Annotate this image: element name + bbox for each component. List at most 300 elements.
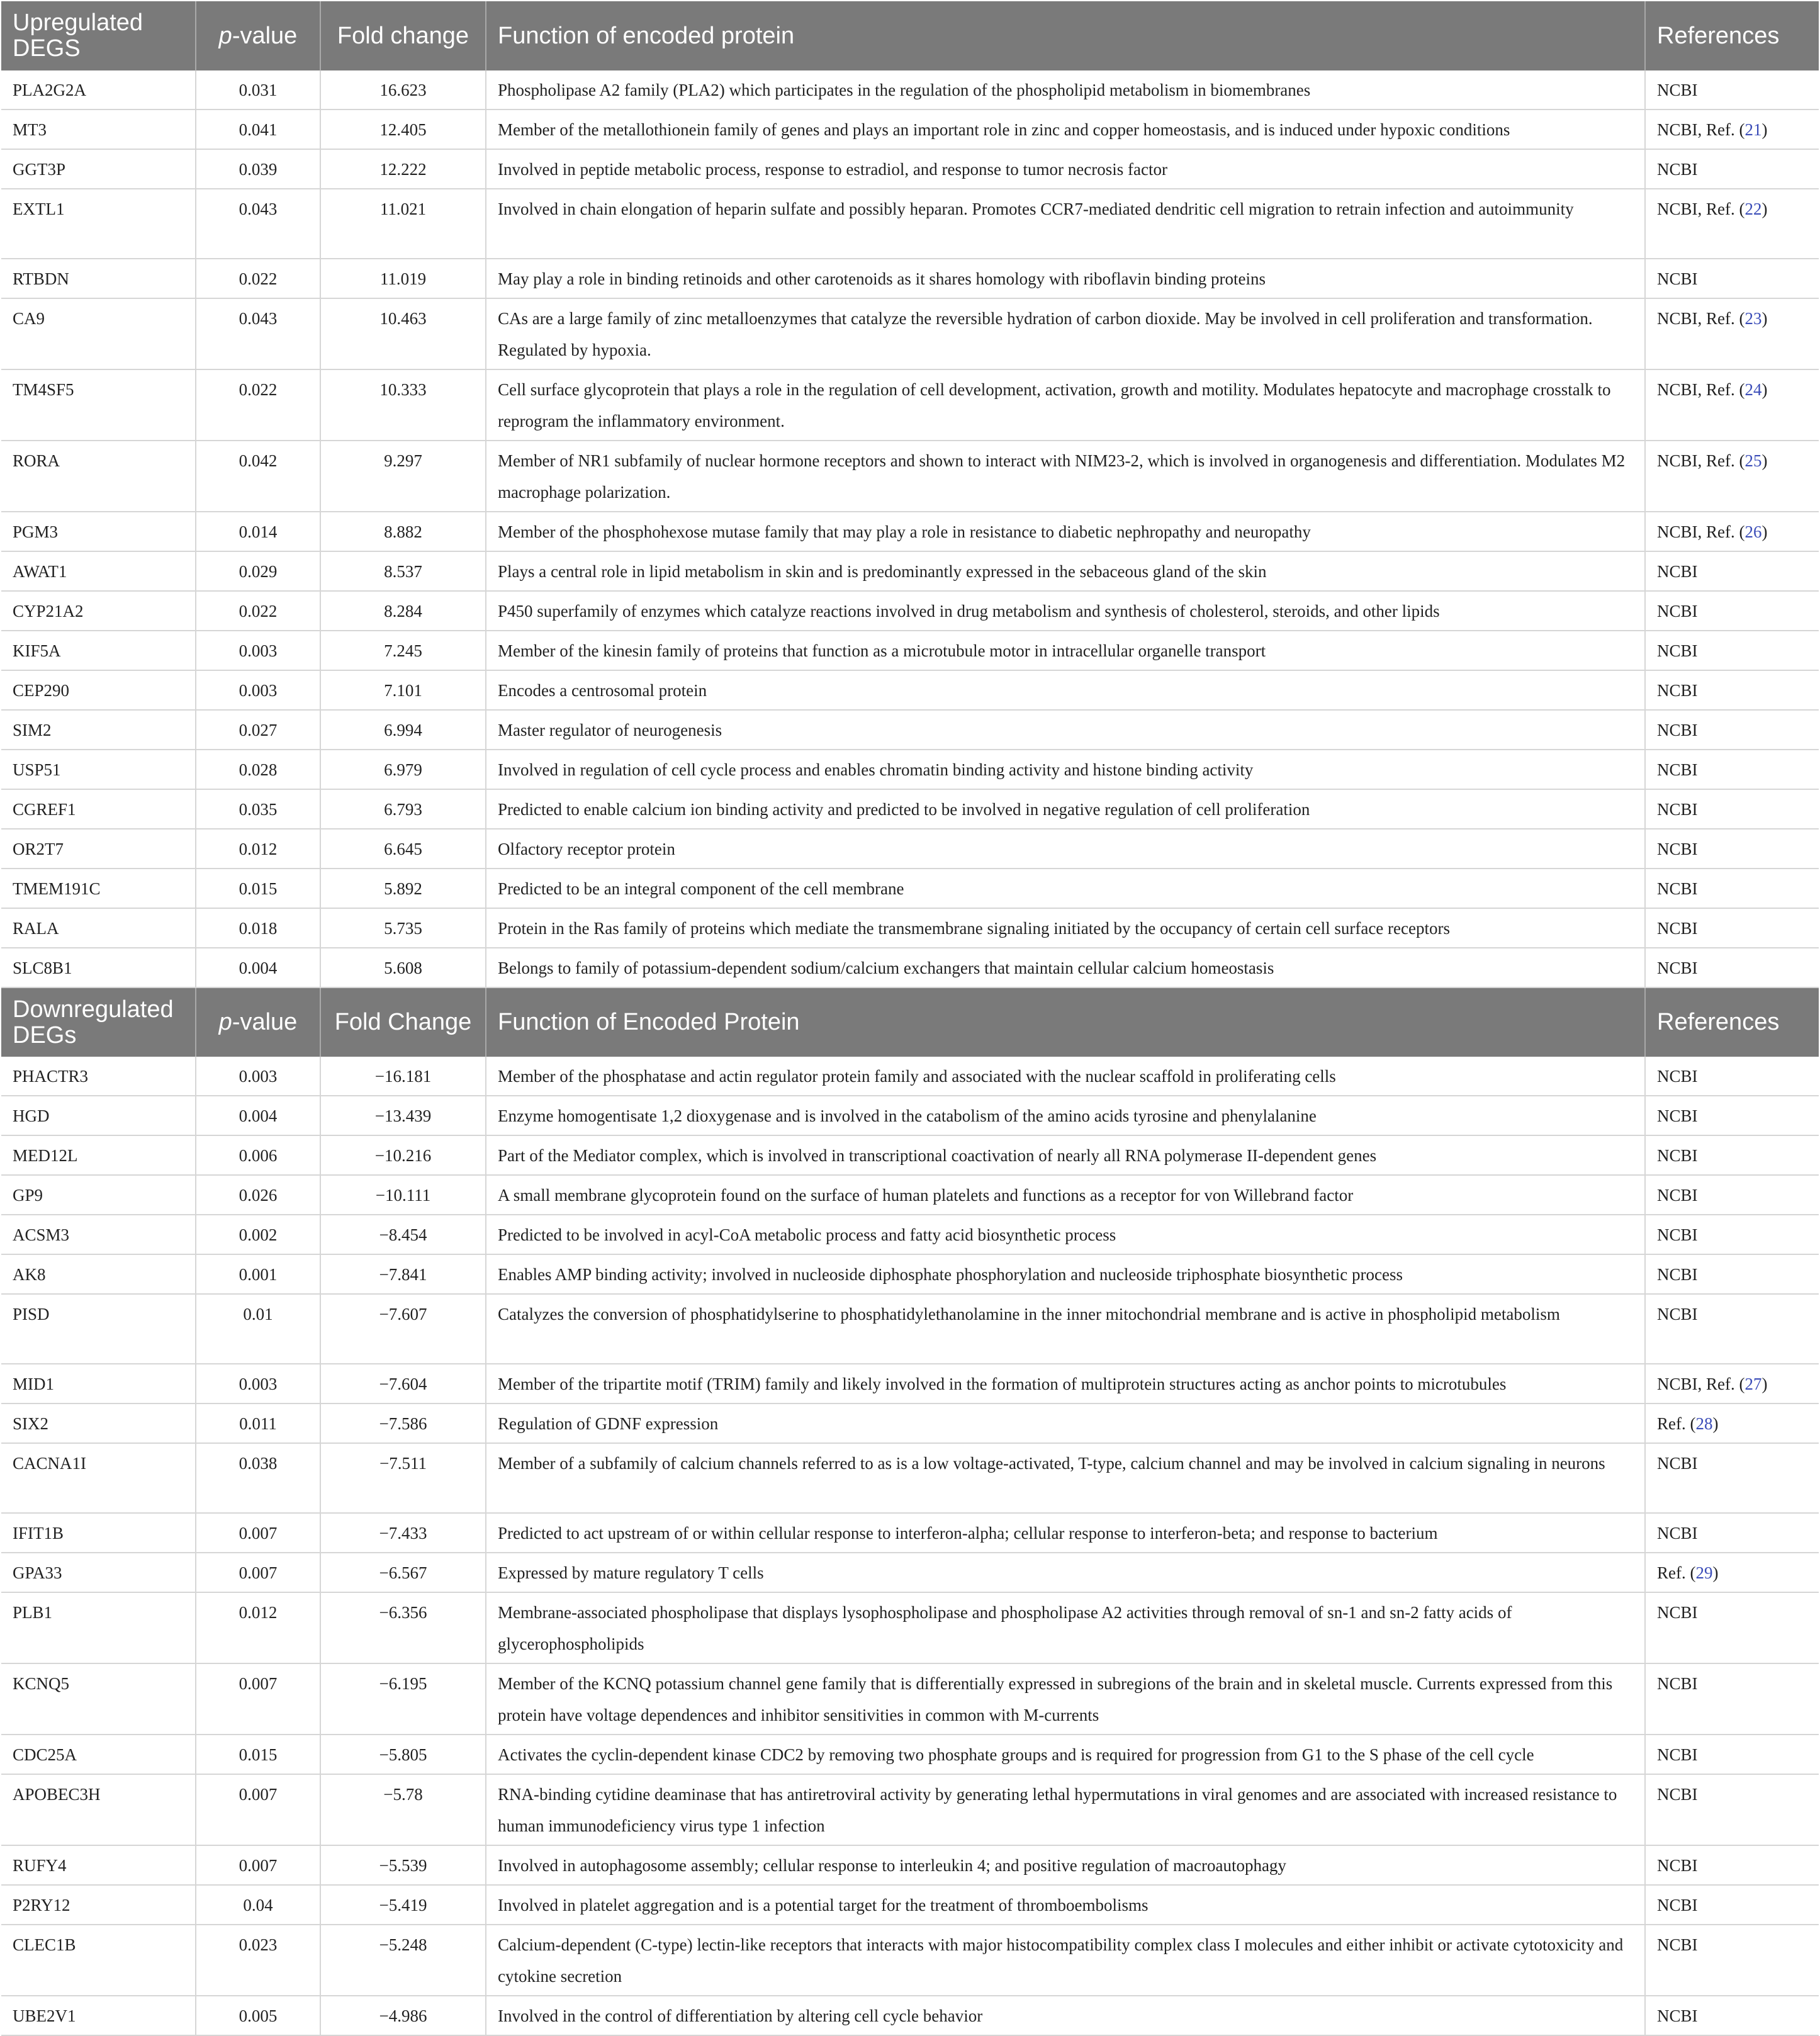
fold-change-cell: 12.222	[320, 149, 486, 189]
downregulated-table-row	[1, 1403, 1819, 1443]
reference-text: NCBI	[1657, 1146, 1698, 1165]
reference-link[interactable]: 22	[1744, 200, 1762, 218]
references-cell	[1645, 670, 1819, 710]
references-cell	[1645, 1845, 1819, 1885]
references-cell	[1645, 1996, 1819, 2035]
function-cell: Predicted to enable calcium ion binding activity and predicted to be involved in negative regulation of cell proliferation	[486, 789, 1645, 829]
references-cell	[1645, 441, 1819, 512]
gene-cell: OR2T7	[1, 829, 196, 869]
function-cell: Involved in autophagosome assembly; cellular response to interleukin 4; and positive regulation of macroautophagy	[486, 1845, 1645, 1885]
reference-text: NCBI	[1657, 641, 1698, 660]
reference-text: NCBI	[1657, 840, 1698, 858]
reference-text: NCBI	[1657, 1935, 1698, 1954]
function-cell: Cell surface glycoprotein that plays a role in the regulation of cell development, activation, growth and motility. Modulates hepatocyte and macrophage crosstalk to reprogram the inflammatory environment.	[486, 369, 1645, 441]
header-pvalue-suffix: -value	[232, 22, 298, 49]
reference-close-paren: )	[1761, 522, 1768, 541]
upregulated-table-row	[1, 908, 1819, 948]
fold-change-cell: −5.805	[320, 1735, 486, 1774]
references-cell	[1645, 1254, 1819, 1294]
downregulated-table-row	[1, 1845, 1819, 1885]
reference-link[interactable]: 29	[1695, 1563, 1713, 1582]
function-cell: Member of the KCNQ potassium channel gene family that is differentially expressed in subregions of the brain and in skeletal muscle. Currents expressed from this protein have voltage dependences and inhibitor sensitivities in common with M-currents	[486, 1663, 1645, 1735]
reference-text: NCBI	[1657, 269, 1698, 288]
pvalue-cell: 0.007	[196, 1553, 320, 1592]
function-cell: Master regulator of neurogenesis	[486, 710, 1645, 750]
function-cell: Part of the Mediator complex, which is involved in transcriptional coactivation of nearly all RNA polymerase II-dependent genes	[486, 1135, 1645, 1175]
reference-text: NCBI	[1657, 800, 1698, 819]
upregulated-table-row	[1, 750, 1819, 789]
pvalue-cell: 0.015	[196, 869, 320, 908]
gene-cell: CLEC1B	[1, 1925, 196, 1996]
reference-text: NCBI, Ref. (	[1657, 522, 1745, 541]
downregulated-table-row	[1, 1096, 1819, 1135]
reference-text: NCBI	[1657, 1896, 1698, 1915]
reference-text: NCBI	[1657, 879, 1698, 898]
gene-cell: UBE2V1	[1, 1996, 196, 2035]
gene-cell: KCNQ5	[1, 1663, 196, 1735]
gene-cell: AK8	[1, 1254, 196, 1294]
reference-text: NCBI	[1657, 1856, 1698, 1875]
reference-link[interactable]: 27	[1744, 1375, 1762, 1393]
reference-text: NCBI, Ref. (	[1657, 200, 1745, 218]
downregulated-table-row	[1, 1735, 1819, 1774]
references-cell	[1645, 1592, 1819, 1663]
header-gene: Downregulated DEGs	[1, 987, 196, 1057]
gene-cell: SIM2	[1, 710, 196, 750]
gene-cell: GGT3P	[1, 149, 196, 189]
function-cell: Predicted to be an integral component of the cell membrane	[486, 869, 1645, 908]
function-cell: Enzyme homogentisate 1,2 dioxygenase and is involved in the catabolism of the amino acids tyrosine and phenylalanine	[486, 1096, 1645, 1135]
pvalue-cell: 0.039	[196, 149, 320, 189]
header-pvalue-suffix: -value	[232, 1009, 298, 1035]
gene-cell: KIF5A	[1, 631, 196, 670]
pvalue-cell: 0.003	[196, 670, 320, 710]
pvalue-cell: 0.022	[196, 591, 320, 631]
gene-cell: CACNA1I	[1, 1443, 196, 1513]
reference-text: NCBI	[1657, 602, 1698, 621]
header-references: References	[1645, 1, 1819, 70]
references-cell	[1645, 1553, 1819, 1592]
function-cell: Encodes a centrosomal protein	[486, 670, 1645, 710]
header-pvalue	[196, 987, 320, 1057]
references-cell	[1645, 1443, 1819, 1513]
reference-link[interactable]: 28	[1695, 1414, 1713, 1433]
references-cell	[1645, 908, 1819, 948]
reference-close-paren: )	[1712, 1563, 1719, 1582]
pvalue-cell: 0.022	[196, 259, 320, 298]
reference-text: NCBI	[1657, 959, 1698, 977]
function-cell: May play a role in binding retinoids and other carotenoids as it shares homology with riboflavin binding proteins	[486, 259, 1645, 298]
references-cell	[1645, 710, 1819, 750]
upregulated-table-row	[1, 631, 1819, 670]
fold-change-cell: −16.181	[320, 1057, 486, 1096]
function-cell: Involved in regulation of cell cycle process and enables chromatin binding activity and histone binding activity	[486, 750, 1645, 789]
gene-cell: MT3	[1, 110, 196, 149]
pvalue-cell: 0.015	[196, 1735, 320, 1774]
gene-cell: PISD	[1, 1294, 196, 1364]
reference-text: NCBI	[1657, 681, 1698, 700]
pvalue-cell: 0.029	[196, 551, 320, 591]
references-cell	[1645, 1663, 1819, 1735]
deg-table	[1, 1, 1819, 2036]
reference-link[interactable]: 21	[1744, 120, 1762, 139]
reference-text: NCBI	[1657, 1305, 1698, 1324]
pvalue-cell: 0.041	[196, 110, 320, 149]
references-cell	[1645, 551, 1819, 591]
pvalue-cell: 0.007	[196, 1663, 320, 1735]
fold-change-cell: −10.111	[320, 1175, 486, 1215]
pvalue-cell: 0.026	[196, 1175, 320, 1215]
function-cell: Olfactory receptor protein	[486, 829, 1645, 869]
function-cell: Protein in the Ras family of proteins which mediate the transmembrane signaling initiated by the occupancy of certain cell surface receptors	[486, 908, 1645, 948]
reference-link[interactable]: 23	[1744, 309, 1762, 328]
fold-change-cell: −7.433	[320, 1513, 486, 1553]
reference-text: NCBI	[1657, 1745, 1698, 1764]
gene-cell: TM4SF5	[1, 369, 196, 441]
references-cell	[1645, 1735, 1819, 1774]
fold-change-cell: −7.604	[320, 1364, 486, 1403]
upregulated-table-row	[1, 710, 1819, 750]
references-cell	[1645, 591, 1819, 631]
pvalue-cell: 0.006	[196, 1135, 320, 1175]
reference-text: NCBI	[1657, 562, 1698, 581]
reference-text: NCBI	[1657, 721, 1698, 740]
references-cell	[1645, 1175, 1819, 1215]
reference-close-paren: )	[1761, 451, 1768, 470]
header-pvalue-italic: p	[218, 22, 232, 49]
reference-text: NCBI	[1657, 1067, 1698, 1086]
downregulated-table-row	[1, 1885, 1819, 1925]
fold-change-cell: 10.463	[320, 298, 486, 369]
fold-change-cell: −5.419	[320, 1885, 486, 1925]
reference-text: NCBI	[1657, 919, 1698, 938]
header-pvalue-italic: p	[218, 1009, 232, 1035]
fold-change-cell: −10.216	[320, 1135, 486, 1175]
pvalue-cell: 0.005	[196, 1996, 320, 2035]
gene-cell: PHACTR3	[1, 1057, 196, 1096]
upregulated-table-row	[1, 789, 1819, 829]
reference-text: NCBI	[1657, 1265, 1698, 1284]
gene-cell: MED12L	[1, 1135, 196, 1175]
fold-change-cell: −8.454	[320, 1215, 486, 1254]
pvalue-cell: 0.007	[196, 1845, 320, 1885]
gene-cell: USP51	[1, 750, 196, 789]
downregulated-table-row	[1, 1663, 1819, 1735]
upregulated-table-row	[1, 869, 1819, 908]
fold-change-cell: −5.539	[320, 1845, 486, 1885]
function-cell: Member of the phosphatase and actin regulator protein family and associated with the nuclear scaffold in proliferating cells	[486, 1057, 1645, 1096]
gene-cell: EXTL1	[1, 189, 196, 259]
pvalue-cell: 0.003	[196, 631, 320, 670]
header-pvalue	[196, 1, 320, 70]
function-cell: A small membrane glycoprotein found on the surface of human platelets and functions as a receptor for von Willebrand factor	[486, 1175, 1645, 1215]
gene-cell: P2RY12	[1, 1885, 196, 1925]
pvalue-cell: 0.003	[196, 1364, 320, 1403]
function-cell: Involved in chain elongation of heparin sulfate and possibly heparan. Promotes CCR7-mediated dendritic cell migration to retrain infection and autoimmunity	[486, 189, 1645, 259]
reference-text: NCBI, Ref. (	[1657, 120, 1745, 139]
fold-change-cell: 8.882	[320, 512, 486, 551]
gene-cell: CYP21A2	[1, 591, 196, 631]
references-cell	[1645, 869, 1819, 908]
function-cell: Expressed by mature regulatory T cells	[486, 1553, 1645, 1592]
pvalue-cell: 0.042	[196, 441, 320, 512]
function-cell: Predicted to be involved in acyl-CoA metabolic process and fatty acid biosynthetic process	[486, 1215, 1645, 1254]
fold-change-cell: 11.021	[320, 189, 486, 259]
upregulated-table-row	[1, 512, 1819, 551]
references-cell	[1645, 189, 1819, 259]
downregulated-table-row	[1, 1774, 1819, 1845]
reference-text: NCBI, Ref. (	[1657, 1375, 1745, 1393]
gene-cell: MID1	[1, 1364, 196, 1403]
references-cell	[1645, 1403, 1819, 1443]
function-cell: Predicted to act upstream of or within cellular response to interferon-alpha; cellular response to interferon-beta; and response to bacterium	[486, 1513, 1645, 1553]
references-cell	[1645, 1057, 1819, 1096]
fold-change-cell: 8.537	[320, 551, 486, 591]
references-cell	[1645, 1513, 1819, 1553]
gene-cell: CEP290	[1, 670, 196, 710]
gene-cell: GPA33	[1, 1553, 196, 1592]
gene-cell: CGREF1	[1, 789, 196, 829]
function-cell: Regulation of GDNF expression	[486, 1403, 1645, 1443]
reference-text: NCBI	[1657, 1106, 1698, 1125]
function-cell: Membrane-associated phospholipase that displays lysophospholipase and phospholipase A2 activities through removal of sn-1 and sn-2 fatty acids of glycerophospholipids	[486, 1592, 1645, 1663]
gene-cell: SIX2	[1, 1403, 196, 1443]
pvalue-cell: 0.043	[196, 298, 320, 369]
reference-link[interactable]: 25	[1744, 451, 1762, 470]
reference-text: NCBI	[1657, 1674, 1698, 1693]
reference-link[interactable]: 26	[1744, 522, 1762, 541]
reference-text: NCBI	[1657, 1225, 1698, 1244]
references-cell	[1645, 1885, 1819, 1925]
downregulated-table-row	[1, 1057, 1819, 1096]
pvalue-cell: 0.004	[196, 1096, 320, 1135]
references-cell	[1645, 631, 1819, 670]
function-cell: Activates the cyclin-dependent kinase CDC2 by removing two phosphate groups and is required for progression from G1 to the S phase of the cell cycle	[486, 1735, 1645, 1774]
downregulated-table-row	[1, 1175, 1819, 1215]
references-cell	[1645, 789, 1819, 829]
reference-close-paren: )	[1761, 309, 1768, 328]
upregulated-table-row	[1, 551, 1819, 591]
gene-cell: HGD	[1, 1096, 196, 1135]
fold-change-cell: −5.78	[320, 1774, 486, 1845]
fold-change-cell: −7.607	[320, 1294, 486, 1364]
header-function: Function of encoded protein	[486, 1, 1645, 70]
reference-text: Ref. (	[1657, 1414, 1696, 1433]
gene-cell: PLB1	[1, 1592, 196, 1663]
reference-close-paren: )	[1761, 380, 1768, 399]
references-cell	[1645, 1135, 1819, 1175]
pvalue-cell: 0.022	[196, 369, 320, 441]
fold-change-cell: −5.248	[320, 1925, 486, 1996]
pvalue-cell: 0.007	[196, 1774, 320, 1845]
references-cell	[1645, 1096, 1819, 1135]
reference-text: NCBI, Ref. (	[1657, 309, 1745, 328]
pvalue-cell: 0.003	[196, 1057, 320, 1096]
gene-cell: RTBDN	[1, 259, 196, 298]
downregulated-table-row	[1, 1135, 1819, 1175]
downregulated-header-row	[1, 987, 1819, 1057]
upregulated-table-row	[1, 829, 1819, 869]
references-cell	[1645, 1364, 1819, 1403]
pvalue-cell: 0.027	[196, 710, 320, 750]
reference-text: NCBI	[1657, 160, 1698, 179]
fold-change-cell: 6.793	[320, 789, 486, 829]
upregulated-table-row	[1, 110, 1819, 149]
gene-cell: CDC25A	[1, 1735, 196, 1774]
fold-change-cell: 9.297	[320, 441, 486, 512]
reference-text: NCBI	[1657, 1603, 1698, 1622]
fold-change-cell: 5.608	[320, 948, 486, 987]
fold-change-cell: −4.986	[320, 1996, 486, 2035]
reference-close-paren: )	[1761, 200, 1768, 218]
gene-cell: AWAT1	[1, 551, 196, 591]
gene-cell: PLA2G2A	[1, 70, 196, 110]
function-cell: Member of the phosphohexose mutase family that may play a role in resistance to diabetic nephropathy and neuropathy	[486, 512, 1645, 551]
fold-change-cell: 16.623	[320, 70, 486, 110]
pvalue-cell: 0.004	[196, 948, 320, 987]
header-function: Function of Encoded Protein	[486, 987, 1645, 1057]
function-cell: Member of the kinesin family of proteins that function as a microtubule motor in intracellular organelle transport	[486, 631, 1645, 670]
references-cell	[1645, 829, 1819, 869]
reference-text: NCBI	[1657, 1524, 1698, 1543]
function-cell: Calcium-dependent (C-type) lectin-like receptors that interacts with major histocompatibility complex class I molecules and either inhibit or activate cytotoxicity and cytokine secretion	[486, 1925, 1645, 1996]
pvalue-cell: 0.011	[196, 1403, 320, 1443]
gene-cell: TMEM191C	[1, 869, 196, 908]
header-fold-change: Fold change	[320, 1, 486, 70]
gene-cell: SLC8B1	[1, 948, 196, 987]
references-cell	[1645, 298, 1819, 369]
references-cell	[1645, 369, 1819, 441]
fold-change-cell: −7.511	[320, 1443, 486, 1513]
reference-link[interactable]: 24	[1744, 380, 1762, 399]
fold-change-cell: 8.284	[320, 591, 486, 631]
header-gene: Upregulated DEGS	[1, 1, 196, 70]
function-cell: Involved in platelet aggregation and is a potential target for the treatment of thromboembolisms	[486, 1885, 1645, 1925]
references-cell	[1645, 110, 1819, 149]
downregulated-table-row	[1, 1925, 1819, 1996]
fold-change-cell: 7.245	[320, 631, 486, 670]
references-cell	[1645, 1215, 1819, 1254]
fold-change-cell: −6.195	[320, 1663, 486, 1735]
downregulated-table-row	[1, 1443, 1819, 1513]
upregulated-table-row	[1, 369, 1819, 441]
header-references: References	[1645, 987, 1819, 1057]
upregulated-header-row	[1, 1, 1819, 70]
reference-text: NCBI	[1657, 1454, 1698, 1473]
deg-table-wrapper	[1, 1, 1819, 2036]
gene-cell: RORA	[1, 441, 196, 512]
fold-change-cell: 10.333	[320, 369, 486, 441]
reference-text: Ref. (	[1657, 1563, 1696, 1582]
function-cell: Plays a central role in lipid metabolism in skin and is predominantly expressed in the sebaceous gland of the skin	[486, 551, 1645, 591]
pvalue-cell: 0.023	[196, 1925, 320, 1996]
fold-change-cell: −7.841	[320, 1254, 486, 1294]
fold-change-cell: 11.019	[320, 259, 486, 298]
fold-change-cell: 12.405	[320, 110, 486, 149]
function-cell: Involved in the control of differentiation by altering cell cycle behavior	[486, 1996, 1645, 2035]
gene-cell: PGM3	[1, 512, 196, 551]
pvalue-cell: 0.007	[196, 1513, 320, 1553]
downregulated-table-row	[1, 1254, 1819, 1294]
pvalue-cell: 0.028	[196, 750, 320, 789]
downregulated-table-row	[1, 1294, 1819, 1364]
fold-change-cell: −6.567	[320, 1553, 486, 1592]
fold-change-cell: 6.979	[320, 750, 486, 789]
downregulated-table-row	[1, 1364, 1819, 1403]
pvalue-cell: 0.043	[196, 189, 320, 259]
upregulated-table-row	[1, 948, 1819, 987]
fold-change-cell: 5.892	[320, 869, 486, 908]
function-cell: Member of a subfamily of calcium channels referred to as is a low voltage-activated, T-type, calcium channel and may be involved in calcium signaling in neurons	[486, 1443, 1645, 1513]
gene-cell: ACSM3	[1, 1215, 196, 1254]
function-cell: Member of NR1 subfamily of nuclear hormone receptors and shown to interact with NIM23-2, which is involved in organogenesis and differentiation. Modulates M2 macrophage polarization.	[486, 441, 1645, 512]
fold-change-cell: 5.735	[320, 908, 486, 948]
fold-change-cell: −6.356	[320, 1592, 486, 1663]
gene-cell: IFIT1B	[1, 1513, 196, 1553]
gene-cell: APOBEC3H	[1, 1774, 196, 1845]
references-cell	[1645, 948, 1819, 987]
references-cell	[1645, 1774, 1819, 1845]
function-cell: Involved in peptide metabolic process, response to estradiol, and response to tumor necrosis factor	[486, 149, 1645, 189]
upregulated-table-row	[1, 189, 1819, 259]
reference-text: NCBI, Ref. (	[1657, 380, 1745, 399]
references-cell	[1645, 149, 1819, 189]
fold-change-cell: −7.586	[320, 1403, 486, 1443]
fold-change-cell: −13.439	[320, 1096, 486, 1135]
function-cell: Member of the tripartite motif (TRIM) family and likely involved in the formation of multiprotein structures acting as anchor points to microtubules	[486, 1364, 1645, 1403]
pvalue-cell: 0.018	[196, 908, 320, 948]
references-cell	[1645, 512, 1819, 551]
function-cell: Belongs to family of potassium-dependent sodium/calcium exchangers that maintain cellular calcium homeostasis	[486, 948, 1645, 987]
pvalue-cell: 0.001	[196, 1254, 320, 1294]
pvalue-cell: 0.038	[196, 1443, 320, 1513]
gene-cell: RUFY4	[1, 1845, 196, 1885]
header-fold-change: Fold Change	[320, 987, 486, 1057]
pvalue-cell: 0.014	[196, 512, 320, 551]
reference-text: NCBI	[1657, 760, 1698, 779]
reference-text: NCBI	[1657, 1785, 1698, 1804]
downregulated-table-row	[1, 1215, 1819, 1254]
pvalue-cell: 0.012	[196, 829, 320, 869]
function-cell: Member of the metallothionein family of genes and plays an important role in zinc and copper homeostasis, and is induced under hypoxic conditions	[486, 110, 1645, 149]
function-cell: Catalyzes the conversion of phosphatidylserine to phosphatidylethanolamine in the inner mitochondrial membrane and is active in phospholipid metabolism	[486, 1294, 1645, 1364]
references-cell	[1645, 259, 1819, 298]
pvalue-cell: 0.002	[196, 1215, 320, 1254]
function-cell: Enables AMP binding activity; involved in nucleoside diphosphate phosphorylation and nucleoside triphosphate biosynthetic process	[486, 1254, 1645, 1294]
upregulated-table-row	[1, 591, 1819, 631]
gene-cell: GP9	[1, 1175, 196, 1215]
pvalue-cell: 0.04	[196, 1885, 320, 1925]
downregulated-table-row	[1, 1513, 1819, 1553]
fold-change-cell: 7.101	[320, 670, 486, 710]
reference-close-paren: )	[1761, 1375, 1768, 1393]
upregulated-table-row	[1, 149, 1819, 189]
references-cell	[1645, 750, 1819, 789]
reference-text: NCBI, Ref. (	[1657, 451, 1745, 470]
pvalue-cell: 0.012	[196, 1592, 320, 1663]
pvalue-cell: 0.01	[196, 1294, 320, 1364]
upregulated-table-row	[1, 70, 1819, 110]
gene-cell: CA9	[1, 298, 196, 369]
downregulated-table-row	[1, 1553, 1819, 1592]
function-cell: RNA-binding cytidine deaminase that has antiretroviral activity by generating lethal hypermutations in viral genomes and are associated with increased resistance to human immunodeficiency virus type 1 infection	[486, 1774, 1645, 1845]
upregulated-table-row	[1, 441, 1819, 512]
upregulated-table-row	[1, 670, 1819, 710]
pvalue-cell: 0.031	[196, 70, 320, 110]
references-cell	[1645, 1925, 1819, 1996]
function-cell: Phospholipase A2 family (PLA2) which participates in the regulation of the phospholipid metabolism in biomembranes	[486, 70, 1645, 110]
reference-text: NCBI	[1657, 81, 1698, 99]
